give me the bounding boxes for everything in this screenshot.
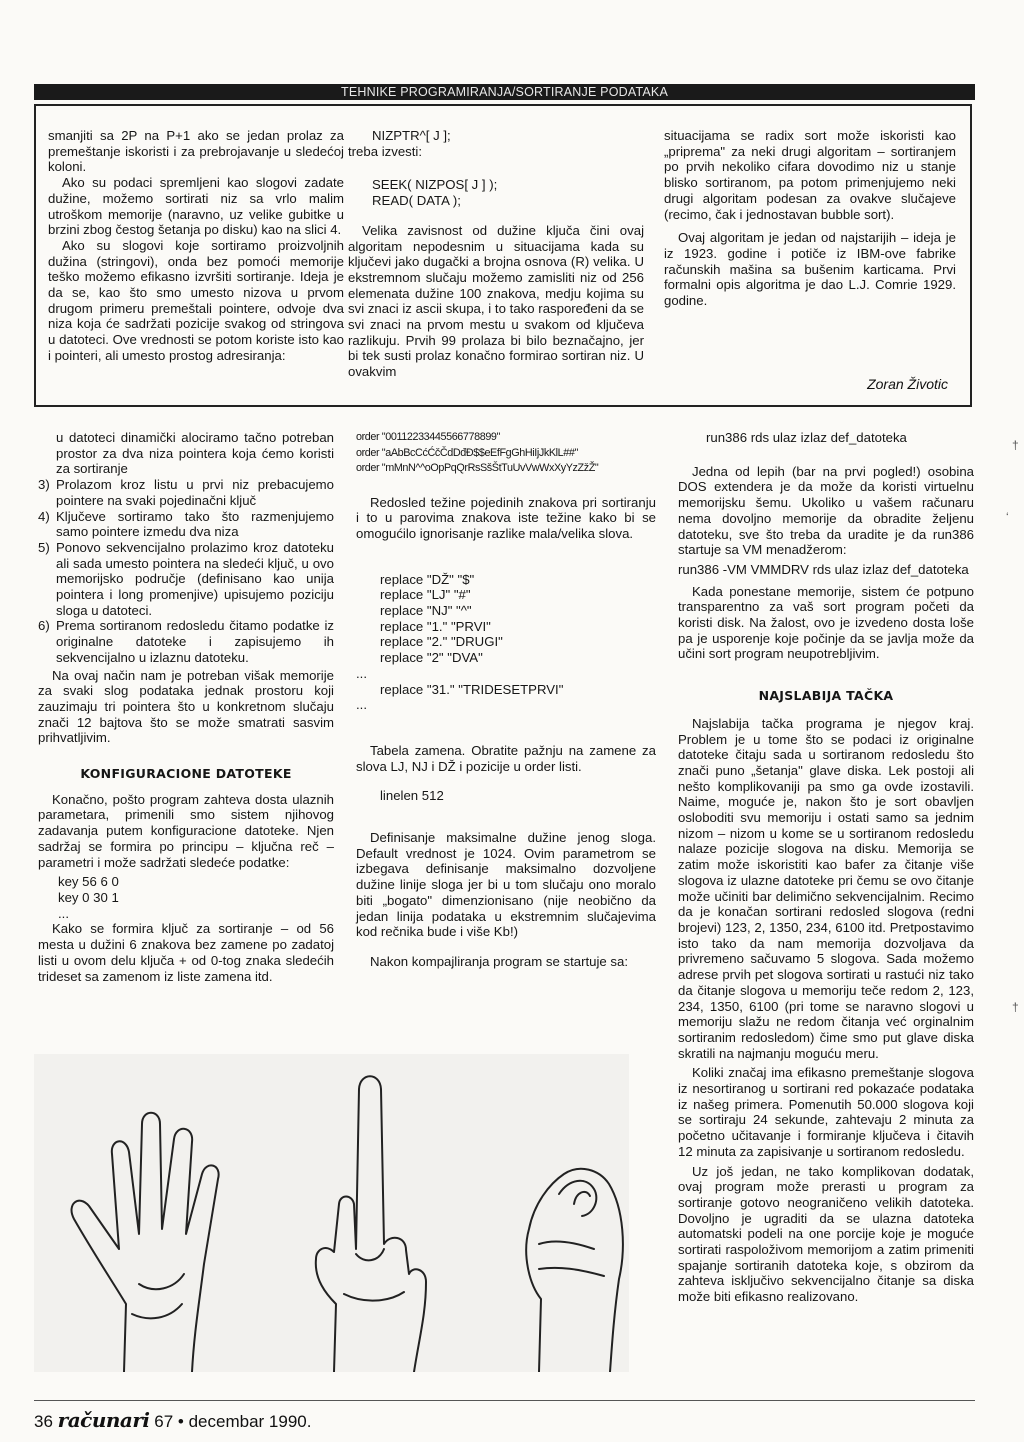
- code-line: linelen 512: [380, 788, 444, 804]
- ellipsis: ...: [356, 697, 367, 713]
- list-text: Prema sortiranom redosledu čitamo podatke iz originalne datoteke i zapisujemo ih sekvencijalno u izlaznu datoteku.: [56, 618, 334, 665]
- margin-mark: †: [1012, 438, 1019, 452]
- replace-line: replace "31." "TRIDESETPRVI": [380, 681, 564, 697]
- list-text: Ključeve sortiramo tako što razmenjujemo samo pointere izmedu dva niza: [56, 508, 334, 540]
- paragraph: smanjiti sa 2P na P+1 ako se jedan prolaz za premeštanje iskoristi i za prebrojavanje u sledećoj koloni.: [48, 128, 344, 175]
- paragraph: Ovaj algoritam je jedan od najstarijih – ideja je iz 1923. godine i potiče iz IBM-ove fabrike računskih mašina sa bušenim karticama. Prvi formalni opis algoritma je dao L.J. Comrie 1929. godine.: [664, 230, 956, 309]
- replace-line: replace "1." "PRVI": [380, 618, 491, 634]
- paragraph: Najslabija tačka programa je njegov kraj. Problem je u tome što se podaci iz originalne datoteke čitaju sada u sortiranom redosledu što znači puno „šetanja" glave diska. Lek postoji ali nešto komplikovaniji pa smo ga ovde izostavili. Naime, moguće je, nakon što je sort obavljen osloboditi svu memoriju i ostati samo sa jednim nizom – nizom u kome se u sortiranom redosledu nalaze pozicije slogova na disku. Memorija se zatim može iskoristiti kao bafer za čitanje više slogova iz ulazne datoteke pri čemu se ovo čitanje može učiniti bar delimično sekvencijalnim. Recimo da je konačan sortirani redosled slogova (redni brojevi) 123, 2, 1350, 234, 6100 itd. Pretpostavimo isto tako da nam memorija dozvoljava da privremeno sačuvamo 5 slogova. Sada možemo adrese prvih pet slogova sortirati u rastući niz tako da čitanje slogova u memoriju teče redom 2, 123, 234, 1350, 6100 (pri tome se naravno slogovi u memoriju slažu ne redom čitanja već orginalnim sortiranim redosledom) čime smo put glave diska skratili na najmanju moguću meru.: [678, 715, 974, 1061]
- replace-line: replace "2" "DVA": [380, 650, 483, 666]
- middle-column: [356, 430, 656, 970]
- page-footer: [34, 1408, 311, 1432]
- paragraph: Kako se formira ključ za sortiranje – od 56 mesta u dužini 6 znakova bez zamene po zadatoj listi u ovom delu ključa + od 0-tog znaka sledećih trideset sa zamenom iz liste zamena itd.: [38, 921, 334, 984]
- paragraph: Ako su podaci spremljeni kao slogovi zadate dužine, možemo sortirati niz sa vrlo malim utroškom memorije (naravno, uz velike gubitke u brzini zbog čestog šetanja po disku) kao na slici 4.: [48, 175, 344, 238]
- paragraph: Uz još jedan, ne tako komplikovan dodatak, ovaj program može prerasti u program za sortiranje gotovo neograničeno velikih datoteka. Dovoljno je ugraditi da se ulazna datoteka automatski podeli na one porcije koje je moguće sortirati raspoloživom memorijom a zatim primeniti spajanje sortiranih datoteka koje, s obzirom da zahteva isključivo sekvencijalno čitanje sa diska može biti efikasno realizovano.: [678, 1163, 974, 1305]
- magazine-logo: računari: [57, 1408, 150, 1432]
- author-signature: Zoran Životic: [867, 376, 948, 392]
- issue-number: 67: [154, 1412, 174, 1431]
- replace-line: replace "LJ" "#": [380, 587, 471, 603]
- paragraph: Konačno, pošto program zahteva dosta ulaznih parametara, primenili smo sistem njihovog zadavanja putem konfiguracione datoteke. Njen sadržaj se formira po principu – ključna reč – parametri i može sadržati sledeće podatke:: [38, 791, 334, 870]
- section-heading: KONFIGURACIONE DATOTEKE: [80, 766, 292, 782]
- paragraph: treba izvesti:: [348, 143, 423, 159]
- list-item: [38, 540, 334, 619]
- code-line: run386 rds ulaz izlaz def_datoteka: [706, 430, 907, 445]
- middle-finger-hand-icon: [316, 1076, 426, 1372]
- paragraph: situacijama se radix sort može iskoristi kao „priprema" za neki drugi algoritam – sortiranjem po prvih nekoliko cifara dovodimo niz u stanje blisko sortiranom, pa potom primenjujemo neki drugi algoritam podesan za ovakve slučajeve (recimo, čak i jednostavan bubble sort).: [664, 128, 956, 222]
- paragraph: Ako su slogovi koje sortiramo proizvoljnih dužina (stringovi), onda bez pomoći memorije teško možemo efikasno izvršiti sortiranje. Ideja je da se, kao što smo umesto nizova u prvom drugom primeru premeštali pointere, odvoje dva niza koja će sadržati pozicije svakog od stringova u datoteci. Ove vrednosti se potom koriste isto kao i pointeri, ali umesto prostog adresiranja:: [48, 237, 344, 363]
- code-line: READ( DATA );: [372, 193, 461, 209]
- paragraph: Tabela zamena. Obratite pažnju na zamene za slova LJ, NJ i DŽ i pozicije u order listi.: [356, 742, 656, 774]
- top-column-3: [664, 128, 956, 309]
- list-number: 5): [38, 539, 50, 555]
- order-line: order "mMnN^^oOpPqQrRsSšŠtTuUvVwWxXyYzZžŽ": [356, 462, 599, 474]
- list-item: [38, 509, 334, 540]
- margin-mark: †: [1012, 1000, 1019, 1014]
- list-text: Ponovo sekvencijalno prolazimo kroz datoteku ali sada umesto pointera na sledeći ključ, u ovo memorijsko područje (definisano kao unija pointera i long promenjive) upisujemo poziciju sloga u datoteci.: [56, 539, 334, 618]
- paragraph: Jedna od lepih (bar na prvi pogled!) osobina DOS extendera je da može da koristi virtuelnu memorijsku šemu. Ukoliko u vašem računaru nema dovoljno memorije da obradite željenu datoteku, sve što treba da uradite je da run386 startuje sa VM menadžerom:: [678, 463, 974, 558]
- right-column: [678, 430, 974, 1305]
- list-item: [38, 618, 334, 665]
- issue-date: decembar 1990.: [188, 1412, 312, 1431]
- paragraph: Kada ponestane memorije, sistem će potpuno transparentno za vaš sort program početi da koristi disk. Na žalost, ovo je izvedeno dosta loše pa je usporenje koje počinje da se javlja može da učini sort program neupotrebljivim.: [678, 583, 974, 662]
- paragraph: Velika zavisnost od dužine ključa čini ovaj algoritam nepodesnim u situacijama kada su ključevi jako dugački a brojna osnova (R) velika. U ekstremnom slučaju možemo zamisliti niz od 256 elemenata dužine 100 znakova, medju kojima su svi znaci iz ascii skupa, i to tako raspoređeni da se svi znaci na prvom mestu u svakom od ključeva razlikuju. Prvih 99 prolaza bi bilo beznačajno, jer bi tek susti prolaz konačno formirao sortiran niz. U ovakvim: [348, 222, 644, 380]
- paragraph: Na ovaj način nam je potreban višak memorije za svaki slog podataka jednak prostoru koji zauzimaju tri pointera što u konkretnom slučaju znači 12 bajtova što se može smatrati sasvim prihvatljivim.: [38, 667, 334, 746]
- section-header: TEHNIKE PROGRAMIRANJA/SORTIRANJE PODATAKA: [34, 84, 975, 100]
- paragraph: Koliki značaj ima efikasno premeštanje slogova iz nesortiranog u sortirani red pokazaće podataka iz našeg primera. Pomenutih 50.000 slogova koji se sortiraju 24 sekunde, zahtevaju 2 minuta za početno učitavanje i formiranje ključeva i čitavih 12 minuta za zapisivanje u sortiranom redosledu.: [678, 1065, 974, 1159]
- margin-mark: ‘: [1006, 510, 1009, 524]
- order-line: order "aAbBcCćĆčČdDđĐ$$eEfFgGhHiIjJkKlL##": [356, 446, 578, 459]
- order-line: order "00112233445566778899": [356, 431, 500, 443]
- paragraph: Definisanje maksimalne dužine jenog sloga. Default vrednost je 1024. Ovim parametrom se izbegava definisanje maksimalno dozvoljene dužine linije sloga jer bi u tom slučaju ono moralo biti „bogato" dimenzionisano (nije neobično da jedan linija podataka u ekstremnim slučajevima kod rečnika bude i više Kb!): [356, 830, 656, 940]
- paragraph: u datoteci dinamički alociramo tačno potreban prostor za dva niza pointera koja ćemo koristi za sortiranje: [56, 430, 334, 477]
- hands-illustration: [34, 1054, 629, 1372]
- replace-line: replace "DŽ" "$": [380, 571, 475, 587]
- top-column-1: [48, 128, 344, 364]
- bullet: •: [177, 1412, 184, 1431]
- list-item: [38, 477, 334, 508]
- list-text: Prolazom kroz listu u prvi niz prebacujemo pointere na svaki pojedinačni ključ: [56, 477, 334, 508]
- top-column-2: [348, 128, 644, 380]
- code-line: key 0 30 1: [58, 889, 119, 905]
- replace-line: replace "2." "DRUGI": [380, 634, 503, 650]
- list-number: 6): [38, 618, 50, 634]
- code-line: NIZPTR^[ J ];: [372, 128, 451, 143]
- paragraph: Redosled težine pojedinih znakova pri sortiranju i to u parovima znakova iste težine kako bi se omogućilo ignorisanje razlike mala/velika slova.: [356, 494, 656, 541]
- replace-line: replace "NJ" "^": [380, 603, 472, 619]
- list-number: 3): [38, 477, 50, 493]
- code-line: SEEK( NIZPOS[ J ] );: [372, 177, 498, 193]
- top-article-box: [34, 104, 972, 407]
- paragraph: Nakon kompajliranja program se startuje sa:: [370, 953, 629, 969]
- code-line: ...: [58, 905, 69, 921]
- section-heading: NAJSLABIJA TAČKA: [758, 688, 894, 704]
- footer-rule: [34, 1400, 975, 1401]
- page-number: 36: [34, 1412, 53, 1431]
- left-column: [38, 430, 334, 984]
- ellipsis: ...: [356, 665, 367, 681]
- code-line: key 56 6 0: [58, 874, 119, 890]
- open-hand-icon: [72, 1113, 219, 1372]
- code-line: run386 -VM VMMDRV rds ulaz izlaz def_datoteka: [678, 561, 969, 577]
- hand-gestures-image: [34, 1054, 629, 1372]
- list-number: 4): [38, 508, 50, 524]
